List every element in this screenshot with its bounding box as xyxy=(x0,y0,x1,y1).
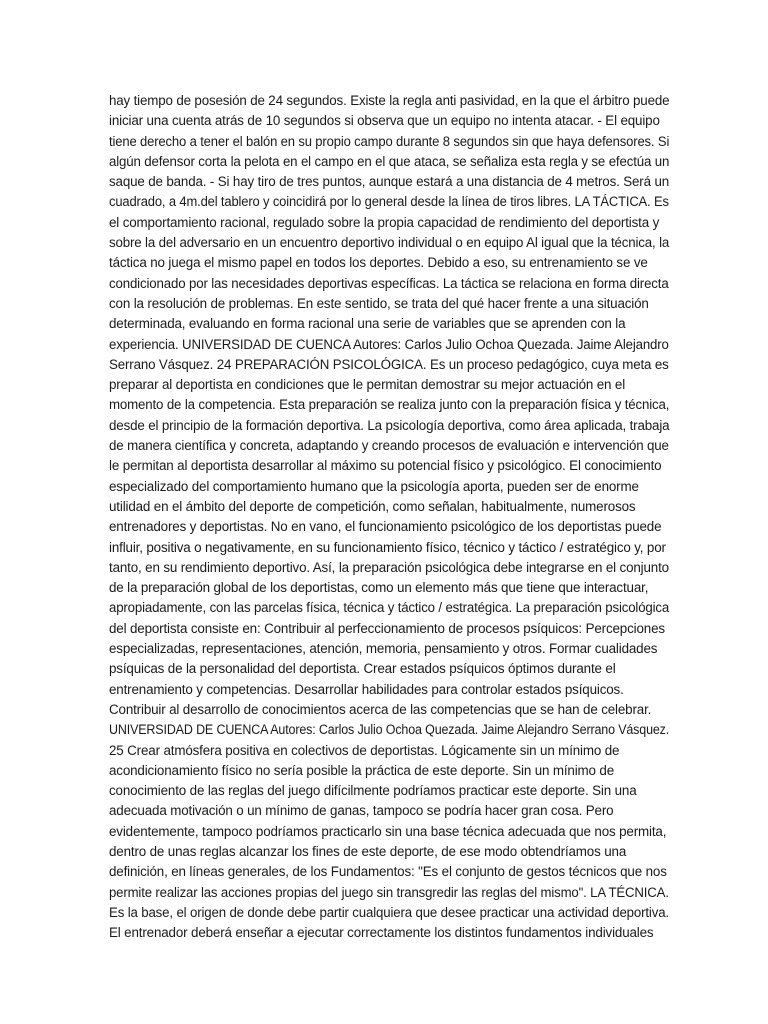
text-line: utilidad en el ámbito del deporte de competición, como señalan, habitualmente, numerosos xyxy=(109,498,636,514)
text-line: iniciar una cuenta atrás de 10 segundos si observa que un equipo no intenta atacar. - El equipo xyxy=(109,113,660,129)
text-line: le permitan al deportista desarrollar al máximo su potencial físico y psicológico. El conocimiento xyxy=(109,458,662,474)
text-line: 25 Crear atmósfera positiva en colectivos de deportistas. Lógicamente sin un mínimo de xyxy=(109,742,620,758)
text-line: evidentemente, tampoco podríamos practicarlo sin una base técnica adecuada que nos permita, xyxy=(109,823,667,839)
text-line: de manera científica y concreta, adaptando y creando procesos de evaluación e intervención que xyxy=(109,438,669,454)
text-line: especializadas, representaciones, atención, memoria, pensamiento y otros. Formar cualidades xyxy=(109,641,658,657)
text-line: Contribuir al desarrollo de conocimientos acerca de las competencias que se han de celebrar. xyxy=(109,701,652,717)
text-line: desde el principio de la formación deportiva. La psicología deportiva, como área aplicada, trabaja xyxy=(109,417,670,433)
text-line: algún defensor corta la pelota en el campo en el que ataca, se señaliza esta regla y se efectúa un xyxy=(109,153,670,169)
text-line: hay tiempo de posesión de 24 segundos. Existe la regla anti pasividad, en la que el árbitro puede xyxy=(109,93,670,108)
text-line: apropiadamente, con las parcelas física, técnica y táctico / estratégica. La preparación psicológica xyxy=(109,600,670,616)
text-line: de la preparación global de los deportistas, como un elemento más que tiene que interactuar, xyxy=(109,580,649,596)
text-line: tiene derecho a tener el balón en su propio campo durante 8 segundos sin que haya defensores. Si xyxy=(109,133,670,149)
text-line: dentro de unas reglas alcanzar los fines de este deporte, de ese modo obtendríamos una xyxy=(109,843,627,859)
text-line: cuadrado, a 4m.del tablero y coincidirá por lo general desde la línea de tiros libres. LA TÁCTICA. Es xyxy=(109,194,669,210)
text-line: permite realizar las acciones propias del juego sin transgredir las reglas del mismo". LA TÉCNICA. xyxy=(109,884,669,900)
text-line: con la resolución de problemas. En este sentido, se trata del qué hacer frente a una situación xyxy=(109,295,649,311)
text-line: influir, positiva o negativamente, en su funcionamiento físico, técnico y táctico / estratégico y, por xyxy=(109,539,666,555)
text-line: táctica no juega el mismo papel en todos los deportes. Debido a eso, su entrenamiento se ve xyxy=(109,255,648,271)
text-line: saque de banda. - Si hay tiro de tres puntos, aunque estará a una distancia de 4 metros. Será un xyxy=(109,174,670,190)
text-line: el comportamiento racional, regulado sobre la propia capacidad de rendimiento del deportista y xyxy=(109,214,660,230)
text-line: psíquicas de la personalidad del deportista. Crear estados psíquicos óptimos durante el xyxy=(109,661,616,677)
text-line: UNIVERSIDAD DE CUENCA Autores: Carlos Julio Ochoa Quezada. Jaime Alejandro Serrano Vásquez. xyxy=(109,722,670,738)
text-line: tanto, en su rendimiento deportivo. Así, la preparación psicológica debe integrarse en el conjunto xyxy=(109,559,669,575)
text-line: condicionado por las necesidades deportivas específicas. La táctica se relaciona en forma directa xyxy=(109,275,669,291)
text-line: acondicionamiento físico no sería posible la práctica de este deporte. Sin un mínimo de xyxy=(109,762,615,778)
body-text xyxy=(109,91,669,943)
text-line: El entrenador deberá enseñar a ejecutar correctamente los distintos fundamentos individuales xyxy=(109,925,654,941)
text-line: momento de la competencia. Esta preparación se realiza junto con la preparación física y técnica, xyxy=(109,397,670,413)
text-line: adecuada motivación o un mínimo de ganas, tampoco se podría hacer gran cosa. Pero xyxy=(109,803,614,819)
text-line: conocimiento de las reglas del juego difícilmente podríamos practicar este deporte. Sin una xyxy=(109,783,637,799)
text-line: Serrano Vásquez. 24 PREPARACIÓN PSICOLÓGICA. Es un proceso pedagógico, cuya meta es xyxy=(109,356,669,372)
text-line: entrenamiento y competencias. Desarrollar habilidades para controlar estados psíquicos. xyxy=(109,681,624,697)
text-line: preparar al deportista en condiciones que le permitan demostrar su mejor actuación en el xyxy=(109,377,626,393)
text-line: experiencia. UNIVERSIDAD DE CUENCA Autores: Carlos Julio Ochoa Quezada. Jaime Alejandro xyxy=(109,336,669,352)
text-line: entrenadores y deportistas. No en vano, el funcionamiento psicológico de los deportistas puede xyxy=(109,519,662,535)
text-line: definición, en líneas generales, de los Fundamentos: "Es el conjunto de gestos técnicos que nos xyxy=(109,864,667,880)
text-line: del deportista consiste en: Contribuir al perfeccionamiento de procesos psíquicos: Percepciones xyxy=(109,620,665,636)
text-line: Es la base, el origen de donde debe partir cualquiera que desee practicar una actividad deportiva. xyxy=(109,904,669,920)
text-line: sobre la del adversario en un encuentro deportivo individual o en equipo Al igual que la técnica, la xyxy=(109,235,670,251)
text-line: especializado del comportamiento humano que la psicología aporta, pueden ser de enorme xyxy=(109,478,639,494)
text-line: determinada, evaluando en forma racional una serie de variables que se aprenden con la xyxy=(109,316,626,332)
